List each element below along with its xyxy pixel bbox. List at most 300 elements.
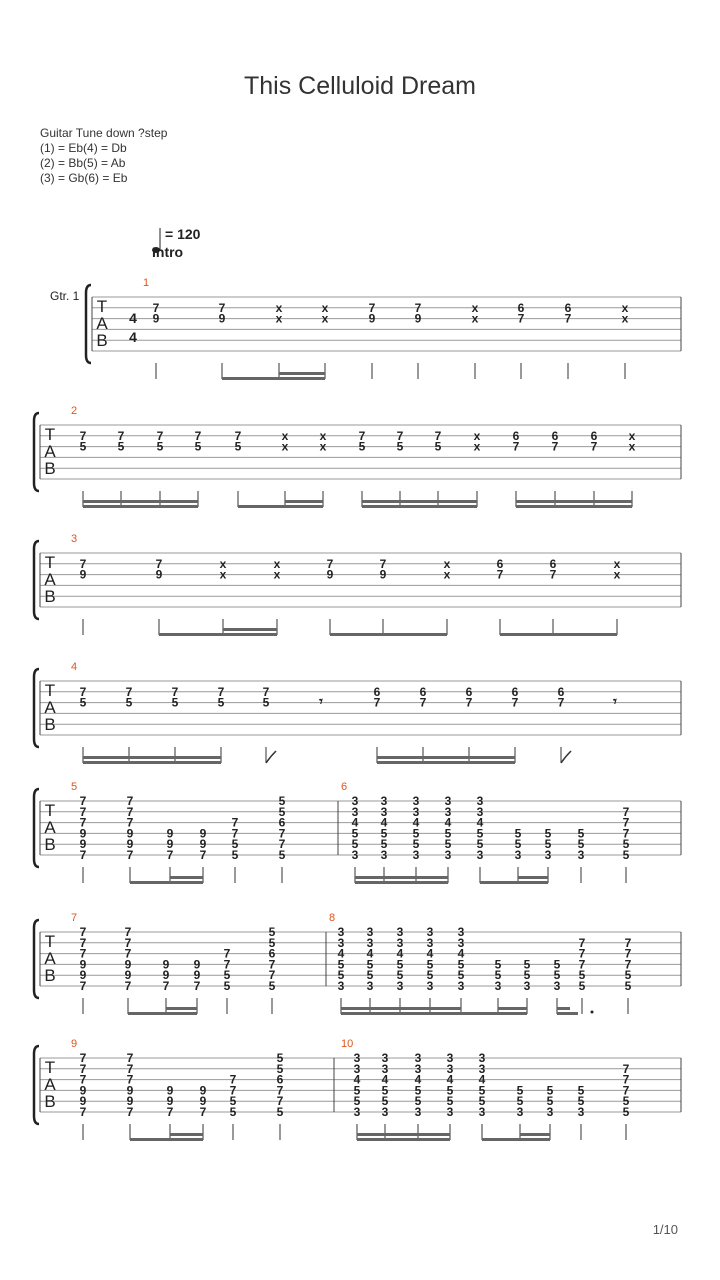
beam xyxy=(498,1007,527,1010)
fret-number: x xyxy=(471,300,479,315)
fret-number: 7 xyxy=(622,1083,630,1098)
beam xyxy=(170,1133,203,1136)
fret-number: 3 xyxy=(337,935,345,950)
fret-number: x xyxy=(473,428,481,443)
fret-number: 5 xyxy=(276,1061,284,1076)
fret-number: 6 xyxy=(512,428,520,443)
fret-number: 5 xyxy=(494,957,502,972)
track-label: Gtr. 1 xyxy=(50,289,80,303)
fret-number: x xyxy=(621,300,629,315)
fret-number: 5 xyxy=(414,1094,422,1109)
fret-number: 3 xyxy=(353,1061,361,1076)
fret-number: 3 xyxy=(457,925,465,939)
fret-number: 5 xyxy=(544,826,552,841)
beam xyxy=(130,1138,203,1141)
fret-number: 4 xyxy=(414,1072,422,1087)
fret-number: x xyxy=(219,567,227,582)
fret-number: 5 xyxy=(414,1083,422,1098)
fret-number: 5 xyxy=(514,837,522,852)
fret-number: 5 xyxy=(624,979,632,993)
fret-number: 9 xyxy=(162,957,170,972)
fret-number: 5 xyxy=(396,957,404,972)
fret-number: 7 xyxy=(79,1105,87,1119)
fret-number: 7 xyxy=(199,1105,207,1119)
fret-number: 7 xyxy=(79,1051,87,1065)
fret-number: 7 xyxy=(368,300,376,315)
fret-number: 5 xyxy=(337,968,345,983)
fret-number: 3 xyxy=(544,848,552,862)
fret-number: 6 xyxy=(511,684,519,699)
beam xyxy=(159,633,277,636)
fret-number: 9 xyxy=(199,1083,207,1098)
fret-number: 5 xyxy=(446,1083,454,1098)
fret-number: 5 xyxy=(380,826,388,841)
fret-number: 5 xyxy=(577,837,585,852)
fret-number: 7 xyxy=(79,1072,87,1087)
fret-number: 5 xyxy=(353,1094,361,1109)
fret-number: 9 xyxy=(79,1083,87,1098)
measure-number: 7 xyxy=(71,912,78,924)
fret-number: x xyxy=(275,300,283,315)
beam xyxy=(500,633,617,636)
tab-clef-t: T xyxy=(44,932,56,951)
fret-number: 7 xyxy=(126,794,134,808)
fret-number: 5 xyxy=(278,794,286,808)
fret-number: 7 xyxy=(231,815,239,830)
tab-clef-a: A xyxy=(96,314,108,333)
fret-number: 7 xyxy=(79,1061,87,1076)
fret-number: 6 xyxy=(549,556,557,571)
fret-number: 7 xyxy=(126,1051,134,1065)
fret-number: x xyxy=(273,567,281,582)
fret-number: 6 xyxy=(278,815,286,830)
system-bracket xyxy=(34,1046,39,1124)
beam xyxy=(377,761,515,764)
fret-number: 7 xyxy=(156,428,164,443)
tab-clef-a: A xyxy=(44,442,56,461)
fret-number: 3 xyxy=(396,935,404,950)
fret-number: 7 xyxy=(193,979,201,993)
fret-number: 7 xyxy=(79,684,87,699)
fret-number: 5 xyxy=(351,837,359,852)
fret-number: 7 xyxy=(124,946,132,961)
fret-number: 5 xyxy=(353,1083,361,1098)
fret-number: 9 xyxy=(166,837,174,852)
fret-number: 9 xyxy=(379,567,387,582)
fret-number: 3 xyxy=(546,1105,554,1119)
fret-number: 7 xyxy=(125,684,133,699)
fret-number: 9 xyxy=(166,826,174,841)
fret-number: 5 xyxy=(577,1094,585,1109)
fret-number: 5 xyxy=(234,439,242,454)
fret-number: x xyxy=(628,439,636,454)
fret-number: 5 xyxy=(381,1083,389,1098)
fret-number: 3 xyxy=(381,1051,389,1065)
fret-number: 3 xyxy=(351,804,359,819)
fret-number: 7 xyxy=(517,311,525,326)
measure-number: 1 xyxy=(143,277,150,289)
fret-number: 7 xyxy=(414,300,422,315)
fret-number: 4 xyxy=(380,815,388,830)
fret-number: 5 xyxy=(622,1105,630,1119)
fret-number: 3 xyxy=(478,1105,486,1119)
fret-number: 4 xyxy=(381,1072,389,1087)
tab-clef-b: B xyxy=(44,715,56,734)
fret-number: 3 xyxy=(476,794,484,808)
fret-number: 3 xyxy=(444,794,452,808)
song-title: This Celluloid Dream xyxy=(243,72,477,100)
fret-number: 5 xyxy=(268,935,276,950)
fret-number: 9 xyxy=(152,311,160,326)
fret-number: 7 xyxy=(126,804,134,819)
fret-number: 5 xyxy=(117,439,125,454)
fret-number: 7 xyxy=(624,935,632,950)
fret-number: 9 xyxy=(199,1094,207,1109)
fret-number: 5 xyxy=(381,1094,389,1109)
tuning-line: (3) = Gb(6) = Eb xyxy=(40,171,128,185)
fret-number: 7 xyxy=(622,1072,630,1087)
fret-number: 5 xyxy=(426,968,434,983)
fret-number: 3 xyxy=(381,1061,389,1076)
fret-number: 7 xyxy=(624,946,632,961)
fret-number: 7 xyxy=(396,428,404,443)
fret-number: 3 xyxy=(514,848,522,862)
fret-number: x xyxy=(319,439,327,454)
fret-number: 5 xyxy=(217,695,225,710)
fret-number: 5 xyxy=(229,1094,237,1109)
fret-number: 4 xyxy=(476,815,484,830)
fret-number: 9 xyxy=(79,837,87,852)
fret-number: 7 xyxy=(79,848,87,862)
fret-number: 7 xyxy=(262,684,270,699)
fret-number: 5 xyxy=(194,439,202,454)
beam xyxy=(166,1007,197,1010)
beam xyxy=(83,500,198,503)
tab-clef-b: B xyxy=(44,459,56,478)
fret-number: 3 xyxy=(476,804,484,819)
fret-number: 7 xyxy=(578,935,586,950)
tab-clef-b: B xyxy=(44,835,56,854)
fret-number: x xyxy=(473,439,481,454)
fret-number: 5 xyxy=(476,837,484,852)
fret-number: 7 xyxy=(622,826,630,841)
fret-number: 3 xyxy=(446,1061,454,1076)
fret-number: 5 xyxy=(125,695,133,710)
beam xyxy=(557,1012,578,1015)
fret-number: 3 xyxy=(446,1105,454,1119)
fret-number: 3 xyxy=(476,848,484,862)
fret-number: 5 xyxy=(624,968,632,983)
fret-number: 5 xyxy=(476,826,484,841)
fret-number: 7 xyxy=(234,428,242,443)
fret-number: 5 xyxy=(278,848,286,862)
fret-number: 7 xyxy=(578,957,586,972)
beam xyxy=(130,881,203,884)
fret-number: 3 xyxy=(351,848,359,862)
measure-number: 8 xyxy=(329,912,336,924)
tab-clef-t: T xyxy=(44,1058,56,1077)
fret-number: 7 xyxy=(223,957,231,972)
fret-number: 5 xyxy=(337,957,345,972)
fret-number: 3 xyxy=(444,848,452,862)
fret-number: 7 xyxy=(152,300,160,315)
beam xyxy=(330,633,447,636)
fret-number: 7 xyxy=(124,935,132,950)
beam xyxy=(222,377,325,380)
fret-number: 7 xyxy=(268,957,276,972)
page-number: 1/10 xyxy=(652,1222,678,1237)
fret-number: 3 xyxy=(444,804,452,819)
fret-number: 5 xyxy=(268,979,276,993)
fret-number: 3 xyxy=(353,1051,361,1065)
fret-number: 5 xyxy=(278,804,286,819)
fret-number: 3 xyxy=(523,979,531,993)
fret-number: 9 xyxy=(414,311,422,326)
fret-number: 9 xyxy=(155,567,163,582)
fret-number: 7 xyxy=(217,684,225,699)
fret-number: 9 xyxy=(124,957,132,972)
fret-number: 4 xyxy=(337,946,345,961)
fret-number: 4 xyxy=(366,946,374,961)
fret-number: 4 xyxy=(444,815,452,830)
fret-number: x xyxy=(613,556,621,571)
beam xyxy=(357,1138,450,1141)
tab-clef-a: A xyxy=(44,698,56,717)
note-flag xyxy=(561,751,571,763)
fret-number: 5 xyxy=(553,968,561,983)
beam xyxy=(355,876,448,879)
fret-number: 5 xyxy=(457,968,465,983)
beam xyxy=(170,876,203,879)
fret-number: 7 xyxy=(229,1072,237,1087)
fret-number: 5 xyxy=(223,968,231,983)
fret-number: 7 xyxy=(126,1061,134,1076)
fret-number: 7 xyxy=(276,1083,284,1098)
fret-number: 9 xyxy=(162,968,170,983)
fret-number: 9 xyxy=(166,1094,174,1109)
measure-number: 4 xyxy=(71,661,78,673)
fret-number: 3 xyxy=(553,979,561,993)
tab-clef-t: T xyxy=(96,297,108,316)
note-flag xyxy=(266,751,276,763)
system-bracket xyxy=(34,920,39,998)
fret-number: 5 xyxy=(231,848,239,862)
fret-number: 7 xyxy=(278,837,286,852)
fret-number: 4 xyxy=(446,1072,454,1087)
fret-number: 6 xyxy=(268,946,276,961)
fret-number: 5 xyxy=(79,695,87,710)
fret-number: 3 xyxy=(412,804,420,819)
fret-number: 7 xyxy=(622,815,630,830)
fret-number: 7 xyxy=(124,979,132,993)
tab-clef-t: T xyxy=(44,553,56,572)
fret-number: 5 xyxy=(516,1094,524,1109)
fret-number: 7 xyxy=(126,1072,134,1087)
fret-number: 3 xyxy=(516,1105,524,1119)
fret-number: 7 xyxy=(276,1094,284,1109)
fret-number: 7 xyxy=(511,695,519,710)
fret-number: 6 xyxy=(517,300,525,315)
fret-number: 5 xyxy=(268,925,276,939)
fret-number: 7 xyxy=(434,428,442,443)
fret-number: 5 xyxy=(622,837,630,852)
fret-number: 7 xyxy=(496,567,504,582)
fret-number: 3 xyxy=(577,848,585,862)
fret-number: 9 xyxy=(79,957,87,972)
fret-number: 3 xyxy=(494,979,502,993)
tab-clef-b: B xyxy=(96,331,108,350)
system-bracket xyxy=(86,285,91,363)
beam xyxy=(355,881,448,884)
fret-number: 5 xyxy=(578,979,586,993)
system-bracket xyxy=(34,541,39,619)
fret-number: 3 xyxy=(380,804,388,819)
fret-number: 5 xyxy=(366,957,374,972)
fret-number: x xyxy=(621,311,629,326)
fret-number: 5 xyxy=(351,826,359,841)
fret-number: 5 xyxy=(622,848,630,862)
fret-number: 5 xyxy=(523,968,531,983)
tab-clef-b: B xyxy=(44,966,56,985)
beam xyxy=(362,505,477,508)
fret-number: 7 xyxy=(229,1083,237,1098)
fret-number: 9 xyxy=(166,1083,174,1098)
fret-number: 3 xyxy=(414,1105,422,1119)
beam xyxy=(518,876,548,879)
fret-number: 7 xyxy=(465,695,473,710)
fret-number: 3 xyxy=(478,1061,486,1076)
fret-number: 5 xyxy=(223,979,231,993)
tab-clef-t: T xyxy=(44,801,56,820)
fret-number: 3 xyxy=(381,1105,389,1119)
beam xyxy=(128,1012,197,1015)
fret-number: x xyxy=(321,311,329,326)
tab-clef-a: A xyxy=(44,818,56,837)
dotted-rhythm xyxy=(591,1011,594,1014)
tab-clef-b: B xyxy=(44,587,56,606)
beam xyxy=(279,372,325,375)
fret-number: 3 xyxy=(353,1105,361,1119)
fret-number: 7 xyxy=(171,684,179,699)
fret-number: 3 xyxy=(457,935,465,950)
fret-number: 7 xyxy=(373,695,381,710)
system-bracket xyxy=(34,669,39,747)
fret-number: 7 xyxy=(79,556,87,571)
fret-number: x xyxy=(613,567,621,582)
beam xyxy=(516,500,632,503)
fret-number: 7 xyxy=(79,925,87,939)
fret-number: 5 xyxy=(577,826,585,841)
fret-number: 7 xyxy=(551,439,559,454)
fret-number: 5 xyxy=(171,695,179,710)
fret-number: 5 xyxy=(546,1094,554,1109)
tab-clef-t: T xyxy=(44,681,56,700)
fret-number: 7 xyxy=(117,428,125,443)
time-signature-top: 4 xyxy=(129,310,137,326)
fret-number: 3 xyxy=(412,794,420,808)
fret-number: 5 xyxy=(446,1094,454,1109)
system-bracket xyxy=(34,413,39,491)
fret-number: 5 xyxy=(444,837,452,852)
fret-number: 9 xyxy=(199,826,207,841)
fret-number: 5 xyxy=(412,837,420,852)
fret-number: 7 xyxy=(124,925,132,939)
measure-number: 3 xyxy=(71,533,78,545)
beam xyxy=(83,505,198,508)
fret-number: 7 xyxy=(326,556,334,571)
beam xyxy=(223,628,277,631)
fret-number: 7 xyxy=(162,979,170,993)
fret-number: 5 xyxy=(523,957,531,972)
beam xyxy=(83,761,221,764)
fret-number: 5 xyxy=(577,1083,585,1098)
fret-number: 5 xyxy=(358,439,366,454)
fret-number: 9 xyxy=(79,567,87,582)
fret-number: 7 xyxy=(79,935,87,950)
fret-number: 7 xyxy=(379,556,387,571)
fret-number: 3 xyxy=(380,794,388,808)
fret-number: 5 xyxy=(546,1083,554,1098)
eighth-rest: 𝄾 xyxy=(613,693,617,709)
tab-clef-a: A xyxy=(44,570,56,589)
tab-clef-a: A xyxy=(44,949,56,968)
fret-number: 7 xyxy=(194,428,202,443)
beam xyxy=(557,1007,570,1010)
fret-number: 7 xyxy=(218,300,226,315)
fret-number: 6 xyxy=(276,1072,284,1087)
fret-number: 3 xyxy=(396,979,404,993)
fret-number: 7 xyxy=(126,1105,134,1119)
section-label: Intro xyxy=(152,244,184,260)
beam xyxy=(83,756,221,759)
system-bracket xyxy=(34,789,39,867)
tuning-line: (2) = Bb(5) = Ab xyxy=(40,156,126,170)
fret-number: 3 xyxy=(414,1061,422,1076)
fret-number: x xyxy=(628,428,636,443)
fret-number: x xyxy=(321,300,329,315)
tab-clef-t: T xyxy=(44,425,56,444)
fret-number: 5 xyxy=(514,826,522,841)
fret-number: 9 xyxy=(218,311,226,326)
fret-number: 5 xyxy=(366,968,374,983)
fret-number: 5 xyxy=(516,1083,524,1098)
fret-number: 7 xyxy=(564,311,572,326)
fret-number: 7 xyxy=(512,439,520,454)
fret-number: 6 xyxy=(419,684,427,699)
fret-number: 3 xyxy=(366,979,374,993)
measure-number: 6 xyxy=(341,781,348,793)
fret-number: 5 xyxy=(444,826,452,841)
fret-number: 9 xyxy=(79,968,87,983)
fret-number: 5 xyxy=(544,837,552,852)
fret-number: 3 xyxy=(414,1051,422,1065)
fret-number: 4 xyxy=(351,815,359,830)
beam xyxy=(377,756,515,759)
fret-number: 9 xyxy=(368,311,376,326)
fret-number: x xyxy=(319,428,327,443)
fret-number: 7 xyxy=(624,957,632,972)
fret-number: 5 xyxy=(457,957,465,972)
fret-number: 6 xyxy=(557,684,565,699)
fret-number: 3 xyxy=(426,935,434,950)
fret-number: 7 xyxy=(622,804,630,819)
fret-number: 3 xyxy=(337,925,345,939)
fret-number: 3 xyxy=(351,794,359,808)
fret-number: 6 xyxy=(551,428,559,443)
fret-number: 3 xyxy=(478,1051,486,1065)
fret-number: 3 xyxy=(426,979,434,993)
tuning-heading: Guitar Tune down ?step xyxy=(40,126,168,140)
